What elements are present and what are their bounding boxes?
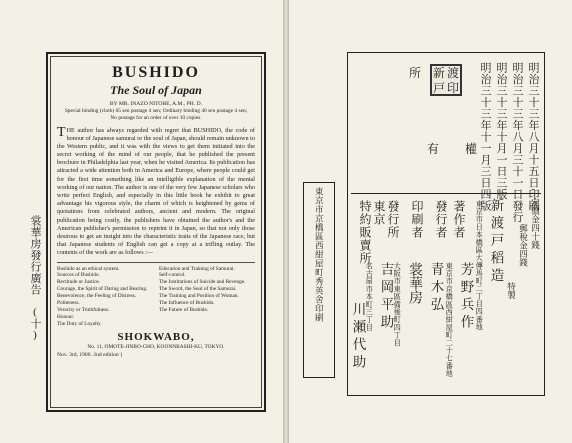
printer-address: 東京市京橋區西紺屋町二十七番地 — [445, 262, 454, 378]
label-tokyo-agent: 特約販賣所 — [358, 200, 372, 265]
label-printer: 印刷者 — [410, 200, 424, 239]
contents-item: The Influence of Bushido. — [159, 299, 215, 306]
contents-item: Courage, the Spirit of Daring and Bearing. — [57, 286, 148, 293]
ad-publisher: SHOKWABO, — [117, 331, 195, 344]
contents-item: Honour. — [57, 313, 75, 320]
ad-author: BY MR. INAZO NITOBE, A.M., PH. D. — [109, 101, 203, 107]
bushido-advertisement — [46, 52, 266, 412]
contents-item: Sources of Bushido. — [57, 272, 100, 279]
rights-char-2: 有 — [427, 142, 441, 156]
contents-item: Self-control. — [159, 272, 186, 279]
contents-item: Benevolence, the Feeling of Distress. — [57, 293, 137, 299]
label-publisher: 發行者 — [434, 200, 448, 239]
shop-name: 裳華房 — [407, 262, 422, 304]
postage-text: 郵稅金四錢 — [518, 224, 529, 267]
ad-address: No. 11, OMOTE-JINBO-CHO, KOONNBASHI-KU, TOKYO. — [87, 344, 225, 351]
contents-list — [57, 262, 255, 328]
nagoya-address: 名古屋市本町三丁目 — [365, 262, 374, 332]
contents-item: Rectitude or Justice. — [57, 279, 101, 286]
ad-date: Nov. 3rd, 1900. 2nd edition } — [57, 352, 123, 359]
ad-subtitle: The Soul of Japan — [110, 83, 202, 97]
label-tokyo: 東京 — [372, 200, 386, 226]
ad-body-paragraph: HE author has always regarded with regret that BUSHIDO, the code of honour of Japanese samurai or the soul of Japan, should remain unknown to the Western public, and it was with the views to get them initiated into the secret working of the mind of our people, that he published the present brochure in Philadelphia last year, when he visited America. Its publication has attracted a wide attention both in America and Europe, where people could get for the first time something like an intelligible explanation of the mental working of our nation. The author is one of the very few Japanese scholars who write perfect English, and especially in this little book he exhibit to great advantage his vigorous style, the charm of which is heightened by gems of quotations from celebrated authors, ancient and modern. The original publication being costly, the publishers have obtained the author's and the American publisher's permission to repirint it in Japan, so that not only those desirous to get an insight into the characteristic traits of the Japanese race, but that Japanese students of English can get a copy at a trifling outlay. The contents of the work are as follows :— — [57, 126, 255, 257]
osaka-address: 大阪市東區備後町四丁目 — [393, 262, 402, 347]
date-third-edition: 明治三十三年十月一日三版 — [495, 62, 507, 200]
author-seal-stamp: 新 渡 戸 印 — [430, 64, 462, 96]
printer-name: 青木弘 — [428, 262, 444, 315]
contents-item: The Future of Bushido. — [159, 306, 209, 313]
contents-item: The Institutions of Suicide and Revenge. — [159, 279, 246, 286]
printer-side-text: 東京市京橋區西紺屋町秀英舍印刷 — [314, 187, 325, 322]
date-printing: 明治三十三年八月十五日印刷 — [527, 62, 539, 212]
nagoya-agent-name: 川瀬代助 — [350, 302, 366, 372]
date-publishing: 明治三十三年八月三十一日發行 — [511, 62, 523, 223]
contents-item: Bushido as an ethical system. — [57, 265, 120, 272]
osaka-agent-name: 吉岡平助 — [378, 262, 394, 332]
author-name: 新渡戸稻造 — [488, 198, 504, 286]
ad-body-text — [57, 124, 255, 258]
rights-char-1: 所 — [409, 66, 423, 80]
contents-item: The Training and Position of Woman. — [159, 293, 239, 299]
label-author: 著作者 — [452, 200, 466, 239]
contents-item: The Sword, the Soul of the Samurai. — [159, 286, 237, 293]
side-title: 裳華房發行廣告 — [29, 215, 41, 296]
contents-item: Politeness. — [57, 299, 80, 306]
page-number: (十) — [29, 306, 41, 341]
label-office: 發行所 — [386, 200, 400, 239]
rights-char-3: 權 — [465, 142, 479, 156]
publisher-address: 東京市日本橋區大傳馬町二丁目四番地 — [475, 200, 484, 331]
contents-column-left — [57, 266, 153, 328]
ad-title: BUSHIDO — [112, 64, 200, 81]
contents-item: The Duty of Loyalty. — [57, 320, 102, 327]
right-page-colophon — [289, 0, 572, 443]
drop-cap: T — [57, 124, 66, 140]
printer-side-box — [303, 182, 335, 378]
left-page — [0, 0, 283, 443]
edition-note: 特製 — [506, 282, 517, 299]
price-text: 定價金四十錢 — [530, 198, 541, 249]
contents-column-right — [159, 266, 255, 328]
contents-item: Veracity or Truthfulness. — [57, 306, 110, 313]
publisher-name: 芳野兵作 — [458, 262, 474, 332]
contents-item: Education and Training of Samurai. — [159, 265, 235, 272]
date-fourth-edition: 明治三十三年十一月三日四版 — [479, 62, 491, 212]
ad-binding-prices: Special binding (cloth) 65 sen postage 4 sen; Ordinary binding 40 sen postage 4 sen; No postage for an order of over 10 copies. — [64, 108, 248, 121]
